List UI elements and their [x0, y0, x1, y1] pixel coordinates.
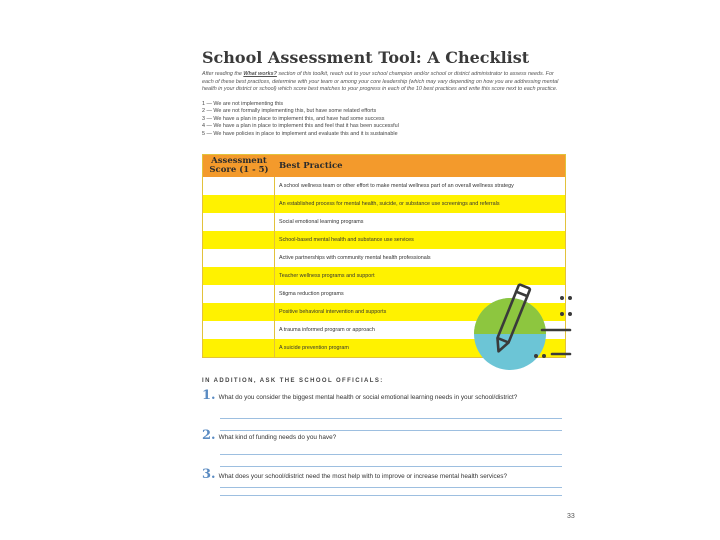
score-cell[interactable]: [203, 195, 275, 213]
question-text: What do you consider the biggest mental health or social emotional learning needs in your school/district?: [218, 394, 518, 401]
question-2: [202, 426, 562, 444]
question-3: [202, 465, 562, 483]
table-row: [203, 177, 565, 195]
header-score-line1: Assessment: [211, 156, 267, 166]
answer-line[interactable]: [220, 418, 562, 419]
table-row: [203, 249, 565, 267]
header-best-practice: Best Practice: [279, 161, 343, 171]
table-row: [203, 231, 565, 249]
question-1: [202, 386, 562, 404]
question-text: What kind of funding needs do you have?: [218, 434, 337, 441]
header-score-line2: Score (1 - 5): [209, 165, 269, 175]
score-cell[interactable]: [203, 303, 275, 321]
score-cell[interactable]: [203, 285, 275, 303]
practice-cell: A school wellness team or other effort to make mental wellness part of an overall wellness strategy: [279, 183, 514, 189]
score-cell[interactable]: [203, 321, 275, 339]
additional-heading: IN ADDITION, ASK THE SCHOOL OFFICIALS:: [202, 378, 384, 384]
practice-cell: A trauma informed program or approach: [279, 327, 375, 333]
score-cell[interactable]: [203, 249, 275, 267]
table-header: [203, 155, 565, 177]
intro-paragraph: [202, 71, 564, 94]
practice-cell: School-based mental health and substance use services: [279, 237, 414, 243]
practice-cell: Positive behavioral intervention and supports: [279, 309, 387, 315]
question-text: What does your school/district need the most help with to improve or increase mental health services?: [218, 473, 508, 480]
scale-item: 1 — We are not implementing this: [202, 101, 284, 107]
question-number: 3.: [202, 467, 216, 482]
question-number: 2.: [202, 428, 216, 443]
answer-line[interactable]: [220, 495, 562, 496]
scale-item: 4 — We have a plan in place to implement this and feel that it has been successful: [202, 123, 399, 130]
score-cell[interactable]: [203, 231, 275, 249]
answer-line[interactable]: [220, 487, 562, 488]
intro-rest: section of this toolkit, reach out to your school champion and/or school or district administrator to assess needs. For each of these best practices, determine with your team or among your core leadership (which may vary depending on how you are addressing mental health in your district or school) which score best matches to your progress in each of the 10 best practices and write this score next to each practice.: [202, 71, 559, 93]
intro-link[interactable]: What works?: [243, 71, 277, 77]
intro-lead: After reading the: [202, 71, 242, 77]
page-number: 33: [567, 513, 575, 520]
page-title: School Assessment Tool: A Checklist: [202, 48, 530, 67]
answer-line[interactable]: [220, 454, 562, 455]
header-score: [203, 155, 275, 177]
practice-cell: Active partnerships with community mental health professionals: [279, 255, 431, 261]
table-row: [203, 195, 565, 213]
score-cell[interactable]: [203, 339, 275, 357]
practice-cell: Teacher wellness programs and support: [279, 273, 375, 279]
score-scale: [202, 101, 564, 138]
scale-item: 5 — We have policies in place to implement and evaluate this and it is sustainable: [202, 130, 398, 137]
green-half-circle: [474, 298, 546, 334]
practice-cell: Social emotional learning programs: [279, 219, 364, 225]
score-cell[interactable]: [203, 267, 275, 285]
practice-cell: A suicide prevention program: [279, 345, 349, 351]
pencil-icon: [470, 278, 580, 378]
scale-item: 3 — We have a plan in place to implement this, and have had some success: [202, 115, 385, 122]
scale-item: 2 — We are not formally implementing this, but have some related efforts: [202, 108, 377, 115]
practice-cell: Stigma reduction programs: [279, 291, 344, 297]
question-number: 1.: [202, 388, 216, 403]
score-cell[interactable]: [203, 213, 275, 231]
lines-decoration: [542, 330, 570, 354]
practice-cell: An established process for mental health, suicide, or substance use screenings and referrals: [279, 201, 500, 207]
table-row: [203, 213, 565, 231]
score-cell[interactable]: [203, 177, 275, 195]
